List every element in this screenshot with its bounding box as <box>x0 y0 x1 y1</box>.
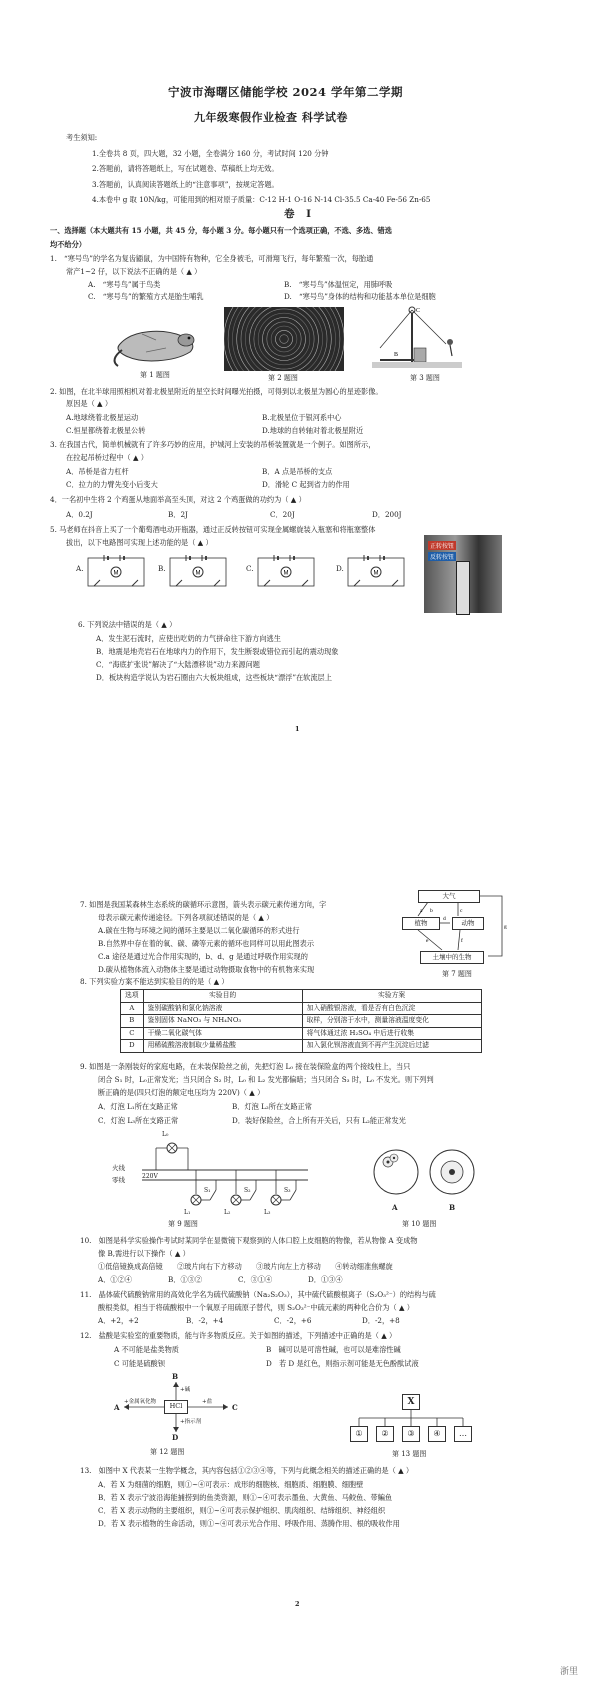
q9-option-b: B．灯泡 L₂所在支路正常 <box>232 1102 312 1111</box>
q7-option-a: A.碳在生物与环境之间的循环主要是以二氧化碳循环的形式进行 <box>98 926 300 935</box>
carbon-path-label: c <box>460 908 463 914</box>
table-cell: 用稀硫酸溶液制取少量稀盐酸 <box>143 1040 302 1053</box>
hcl-reaction-diagram <box>110 1372 250 1442</box>
table-cell: 鉴别固体 NaNO₃ 与 NH₄NO₃ <box>143 1015 302 1028</box>
q13-option-a: A．若 X 为细菌的细胞，则①~④可表示：成形的细胞核、细胞质、细胞膜、细胞壁 <box>98 1480 364 1489</box>
notice-item: 3.答题前，认真阅读答题纸上的“注意事项”，按规定答题。 <box>92 180 279 189</box>
table-cell: 鉴别碳酸钠和氯化钠溶液 <box>143 1002 302 1015</box>
q2-stem: 原因是（ ▲ ） <box>66 399 113 408</box>
page-number: 1 <box>295 725 300 733</box>
figure-1-caption: 第 1 题图 <box>140 371 170 379</box>
node-a: A <box>114 1403 120 1412</box>
q4-option-c: C．20J <box>270 510 295 519</box>
q12-option-d: D 若 D 是红色，则指示剂可能是无色酚酞试液 <box>266 1359 419 1368</box>
q13-option-b: B．若 X 表示宁波沿海能捕捞到的鱼类资源，则①~④可表示墨鱼、大黄鱼、马鲛鱼、带鳊鱼 <box>98 1493 393 1502</box>
s3-label: S₃ <box>284 1187 291 1194</box>
motor-symbol: M <box>373 570 379 577</box>
page-1 <box>0 0 595 760</box>
l1-label: L₁ <box>184 1209 191 1216</box>
q2-option-c: C.恒星都绕着北极星公转 <box>66 426 146 435</box>
q3-option-c: C．拉力的力臂先变小后变大 <box>66 480 158 489</box>
concept-node-box: ③ <box>402 1426 420 1442</box>
volume-title: 卷 I <box>284 208 316 220</box>
table-cell: 将气体通过浓 H₂SO₄ 中后进行收集 <box>302 1027 481 1040</box>
q10-option-b: B．①③② <box>168 1275 203 1284</box>
atmosphere-box: 大气 <box>418 890 480 903</box>
q11-option-c: C．-2，+6 <box>274 1316 312 1325</box>
reverse-button-label: 反转按钮 <box>430 554 455 561</box>
q5-option-label: A. <box>76 564 84 573</box>
concept-node-box: … <box>454 1426 472 1442</box>
q5-stem: 拔出，以下电路图可实现上述功能的是（ ▲ ） <box>66 538 213 547</box>
q9-option-c: C．灯泡 L₃所在支路正常 <box>98 1116 179 1125</box>
q7-stem: 7. 如图是我国某森林生态系统的碳循环示意图，箭头表示碳元素传递方向，字 <box>80 900 327 909</box>
carbon-cycle-diagram <box>398 886 510 966</box>
page-2 <box>0 892 595 1682</box>
q3-stem: 3. 在我国古代，简单机械就有了许多巧妙的应用，护城河上安装的吊桥装置就是一个例子。如图所示， <box>50 440 376 449</box>
q10-steps: ①低倍镜换成高倍镜 ②玻片向右下方移动 ③玻片向左上方移动 ④转动细准焦螺旋 <box>98 1262 393 1271</box>
voltage-label: 220V <box>142 1173 158 1180</box>
q7-stem: 母表示碳元素传递途径。下列各项叙述错误的是（ ▲ ） <box>98 913 274 922</box>
table-header-row <box>121 990 482 1003</box>
carbon-path-label: g <box>504 924 507 930</box>
circuit-diagram-option <box>344 552 408 590</box>
circuit-diagram-option <box>254 552 318 590</box>
q6-option-c: C．“海底扩张说”解决了“大陆漂移说”动力来源问题 <box>96 660 260 669</box>
page-number: 2 <box>295 1600 300 1608</box>
plant-box: 植物 <box>402 917 440 930</box>
table-cell: A <box>121 1002 144 1015</box>
figure-2-caption: 第 2 题图 <box>268 374 298 382</box>
q4-option-d: D．200J <box>372 510 402 519</box>
q2-option-d: D.地球的自转轴对着北极星附近 <box>262 426 364 435</box>
neutral-wire-label: 零线 <box>112 1176 125 1184</box>
table-row <box>121 1002 482 1015</box>
experiment-table <box>120 989 482 1053</box>
node-c: C <box>232 1403 238 1412</box>
q6-option-d: D．板块构造学说认为岩石圈由六大板块组成，这些板块“漂浮”在软流层上 <box>96 673 332 682</box>
q1-stem: 1. “寒号鸟”的学名为复齿鼯鼠，为中国特有物种，它全身被毛，可滑翔飞行，每年繁殖一次，每胎通 <box>50 254 374 263</box>
node-c-note: +盐 <box>202 1399 213 1405</box>
q1-option-c: C. “寒号鸟”的繁殖方式是胎生哺乳 <box>88 292 204 301</box>
animal-box: 动物 <box>452 917 484 930</box>
q12-option-a: A 不可能是盐类物质 <box>114 1345 179 1354</box>
notice-item: 1.全卷共 8 页，四大题，32 小题，全卷满分 160 分，考试时间 120 分钟 <box>92 149 329 158</box>
figure-7-caption: 第 7 题图 <box>442 970 472 978</box>
q8-stem: 8. 下列实验方案不能达到实验目的的是（ ▲ ） <box>80 977 229 986</box>
carbon-path-label: a <box>420 908 423 914</box>
concept-node-box: ② <box>376 1426 394 1442</box>
table-cell: 加入硝酸银溶液，看是否有白色沉淀 <box>302 1002 481 1015</box>
table-header: 实验方案 <box>302 990 481 1003</box>
q5-option-label: D. <box>336 564 344 573</box>
notice-item: 2.答题前，请将答题纸上，写在试题卷、草稿纸上均无效。 <box>92 164 279 173</box>
l2-label: L₂ <box>224 1209 231 1216</box>
q9-option-d: D．装好保险丝，合上所有开关后，只有 L₂能正常发光 <box>232 1116 406 1125</box>
q7-option-d: D.碳从植物体流入动物体主要是通过动物摄取食物中的有机物来实现 <box>98 965 315 974</box>
svg-text:C: C <box>416 308 421 314</box>
switch-icon <box>210 1190 216 1200</box>
node-d-note: +指示剂 <box>180 1419 202 1425</box>
microscope-view-figure <box>370 1146 480 1202</box>
q13-stem: 13. 如图中 X 代表某一生物学概念，其内容包括①②③④等，下列与此概念相关的描述正确的是（ ▲ ） <box>80 1466 414 1475</box>
concept-tree-diagram <box>346 1390 476 1448</box>
q13-option-d: D．若 X 表示植物的生命活动，则①~④可表示光合作用、呼吸作用、蒸腾作用、根的吸收作用 <box>98 1519 400 1528</box>
carbon-path-label: e <box>426 938 429 944</box>
table-header: 实验目的 <box>143 990 302 1003</box>
table-header: 选项 <box>121 990 144 1003</box>
q2-option-b: B.北极星位于银河系中心 <box>262 413 342 422</box>
q10-option-a: A．①②④ <box>98 1275 132 1284</box>
concept-node-box: ④ <box>428 1426 446 1442</box>
table-cell: D <box>121 1040 144 1053</box>
q1-option-a: A. “寒号鸟”属于鸟类 <box>88 280 161 289</box>
q2-stem: 2. 如图，在北半球用照相机对着北极星附近的星空长时间曝光拍摄，可得到以北极星为圆心的星迹影像。 <box>50 387 383 396</box>
q9-stem: 闭合 S₁ 时，L₀正常发光；当只闭合 S₂ 时，L₀ 和 L₂ 发光都偏暗；当只闭合 S₃ 时，L₀ 不发光。则下列判 <box>98 1075 434 1084</box>
concept-node-box: ① <box>350 1426 368 1442</box>
circuit-diagram-option <box>166 552 230 590</box>
q5-option-label: B. <box>158 564 166 573</box>
figure-13-caption: 第 13 题图 <box>392 1450 427 1458</box>
q10-stem: 10. 如图是科学实验操作考试时某同学在显微镜下观察到的人体口腔上皮细胞的物像，若从物像 A 变成物 <box>80 1236 418 1245</box>
q11-stem: 11. 晶体硫代硫酸钠常用的高效化学名为硫代硫酸钠（Na₂S₂O₃），其中硫代硫酸根离子（S₂O₃²⁻）的结构与硫 <box>80 1290 436 1299</box>
q3-option-b: B．A 点是吊桥的支点 <box>262 467 333 476</box>
q6-stem: 6. 下列说法中错误的是（ ▲ ） <box>78 620 177 629</box>
motor-symbol: M <box>283 570 289 577</box>
s2-label: S₂ <box>244 1187 251 1194</box>
l3-label: L₃ <box>264 1209 271 1216</box>
watermark-label: 浙里 <box>560 1667 579 1677</box>
q4-stem: 4．一名初中生将 2 个鸡蛋从地面举高至头顶，对这 2 个鸡蛋做的功约为（ ▲ ） <box>50 495 306 504</box>
exam-title: 九年级寒假作业检查 科学试卷 <box>194 111 348 124</box>
section-heading: 一、选择题（本大题共有 15 小题，共 45 分，每小题 3 分。每小题只有一个选项正确，不选、多选、错选 <box>50 226 392 235</box>
table-cell: 干燥二氧化碳气体 <box>143 1027 302 1040</box>
figure-12-caption: 第 12 题图 <box>150 1448 185 1456</box>
notice-heading: 考生须知: <box>66 133 98 142</box>
carbon-path-label: b <box>430 908 433 914</box>
q11-option-a: A．+2，+2 <box>98 1316 139 1325</box>
q1-option-b: B. “寒号鸟”体温恒定，用肺呼吸 <box>284 280 393 289</box>
q5-stem: 5. 马老师在抖音上买了一个葡萄酒电动开瓶器，通过正反转按钮可实现金属螺旋装入瓶塞和将瓶塞整体 <box>50 525 376 534</box>
q9-stem: 9. 如图是一条刚装好的家庭电路，在未装保险丝之前，先把灯泡 L₀ 接在装保险盒的两个接线柱上，当只 <box>80 1062 411 1071</box>
q12-option-c: C 可能是硫酸钡 <box>114 1359 165 1368</box>
node-b-note: +碱 <box>180 1387 191 1393</box>
q11-stem: 酸根类似，相当于将硫酸根中一个氧原子用硫原子替代，则 S₂O₃²⁻中硫元素的两种化合价为（ ▲ ） <box>98 1303 414 1312</box>
circuit-diagram-option <box>84 552 148 590</box>
soil-organisms-box: 土壤中的生物 <box>420 951 484 964</box>
school-title: 宁波市海曙区储能学校 2024 学年第二学期 <box>168 85 404 99</box>
q7-option-c: C.a 途径是通过光合作用实现的，b、d、g 是通过呼吸作用实现的 <box>98 952 308 961</box>
q12-option-b: B 碱可以是可溶性碱，也可以是难溶性碱 <box>266 1345 401 1354</box>
l0-label: L₀ <box>162 1131 169 1138</box>
motor-symbol: M <box>113 570 119 577</box>
q1-stem: 常产1~2 仔，以下说法不正确的是（ ▲ ） <box>66 267 202 276</box>
forward-button-label: 正转按钮 <box>430 543 455 550</box>
q7-option-b: B.自然界中存在着的氧、碳、磷等元素的循环也同样可以用此图表示 <box>98 939 315 948</box>
q1-option-d: D. “寒号鸟”身体的结构和功能基本单位是细胞 <box>284 292 436 301</box>
s1-label: S₁ <box>204 1187 211 1194</box>
q10-option-c: C．③①④ <box>238 1275 273 1284</box>
table-cell: B <box>121 1015 144 1028</box>
node-a-note: +金属氧化物 <box>124 1399 157 1405</box>
carbon-path-label: f <box>461 938 463 944</box>
section-heading-cont: 均不给分） <box>50 240 86 249</box>
motor-symbol: M <box>195 570 201 577</box>
q6-option-b: B．地震是地壳岩石在地球内力的作用下，发生断裂或错位而引起的震动现象 <box>96 647 339 656</box>
flying-squirrel-figure <box>112 322 202 368</box>
star-trails-figure <box>224 307 344 371</box>
q10-option-d: D．①③④ <box>308 1275 343 1284</box>
q9-stem: 断正确的是(四只灯泡的额定电压均为 220V)（ ▲ ） <box>98 1088 265 1097</box>
q6-option-a: A．发生泥石流时，应使出吃奶的力气拼命往下游方向逃生 <box>96 634 281 643</box>
household-circuit-diagram <box>112 1132 312 1222</box>
figure-10-caption: 第 10 题图 <box>402 1220 437 1228</box>
q3-option-a: A．吊桥是省力杠杆 <box>66 467 129 476</box>
table-cell: C <box>121 1027 144 1040</box>
hcl-box: HCl <box>164 1400 188 1414</box>
q11-option-d: D．-2，+8 <box>362 1316 400 1325</box>
q13-option-c: C．若 X 表示动物的主要组织，则①~④可表示保护组织、肌肉组织、结缔组织、神经组织 <box>98 1506 386 1515</box>
microscope-image-a-label: A <box>392 1203 398 1212</box>
notice-item: 4.本卷中 g 取 10N/kg，可能用到的相对原子质量：C-12 H-1 O-16 N-14 Cl-35.5 Ca-40 Fe-56 Zn-65 <box>92 195 431 204</box>
concept-root-box: X <box>402 1394 420 1410</box>
live-wire-label: 火线 <box>112 1164 125 1172</box>
q5-option-label: C. <box>246 564 254 573</box>
q3-option-d: D．滑轮 C 起到省力的作用 <box>262 480 350 489</box>
q11-option-b: B．-2，+4 <box>186 1316 224 1325</box>
q10-stem: 像 B,需进行以下操作（ ▲ ） <box>98 1249 190 1258</box>
q9-option-a: A．灯泡 L₁所在支路正常 <box>98 1102 178 1111</box>
figure-9-caption: 第 9 题图 <box>168 1220 198 1228</box>
table-row <box>121 1015 482 1028</box>
table-cell: 取样，分别溶于水中，测量溶液温度变化 <box>302 1015 481 1028</box>
table-cell: 加入氯化钡溶液直到不再产生沉淀后过滤 <box>302 1040 481 1053</box>
table-row <box>121 1027 482 1040</box>
drawbridge-figure <box>372 304 462 370</box>
figure-3-caption: 第 3 题图 <box>410 374 440 382</box>
table-row <box>121 1040 482 1053</box>
q2-option-a: A.地球绕着北极星运动 <box>66 413 139 422</box>
node-d: D <box>172 1433 179 1442</box>
microscope-image-b-label: B <box>449 1203 456 1212</box>
q4-option-b: B．2J <box>168 510 188 519</box>
node-b: B <box>172 1372 179 1381</box>
q4-option-a: A．0.2J <box>66 510 93 519</box>
carbon-path-label: d <box>443 916 446 922</box>
q12-stem: 12. 盐酸是实验室的重要物质，能与许多物质反应。关于如图的描述，下列描述中正确的是（ ▲ ） <box>80 1331 397 1340</box>
svg-text:B: B <box>394 352 399 358</box>
wine-opener-photo <box>424 535 502 613</box>
q3-stem: 在拉起吊桥过程中（ ▲ ） <box>66 453 148 462</box>
